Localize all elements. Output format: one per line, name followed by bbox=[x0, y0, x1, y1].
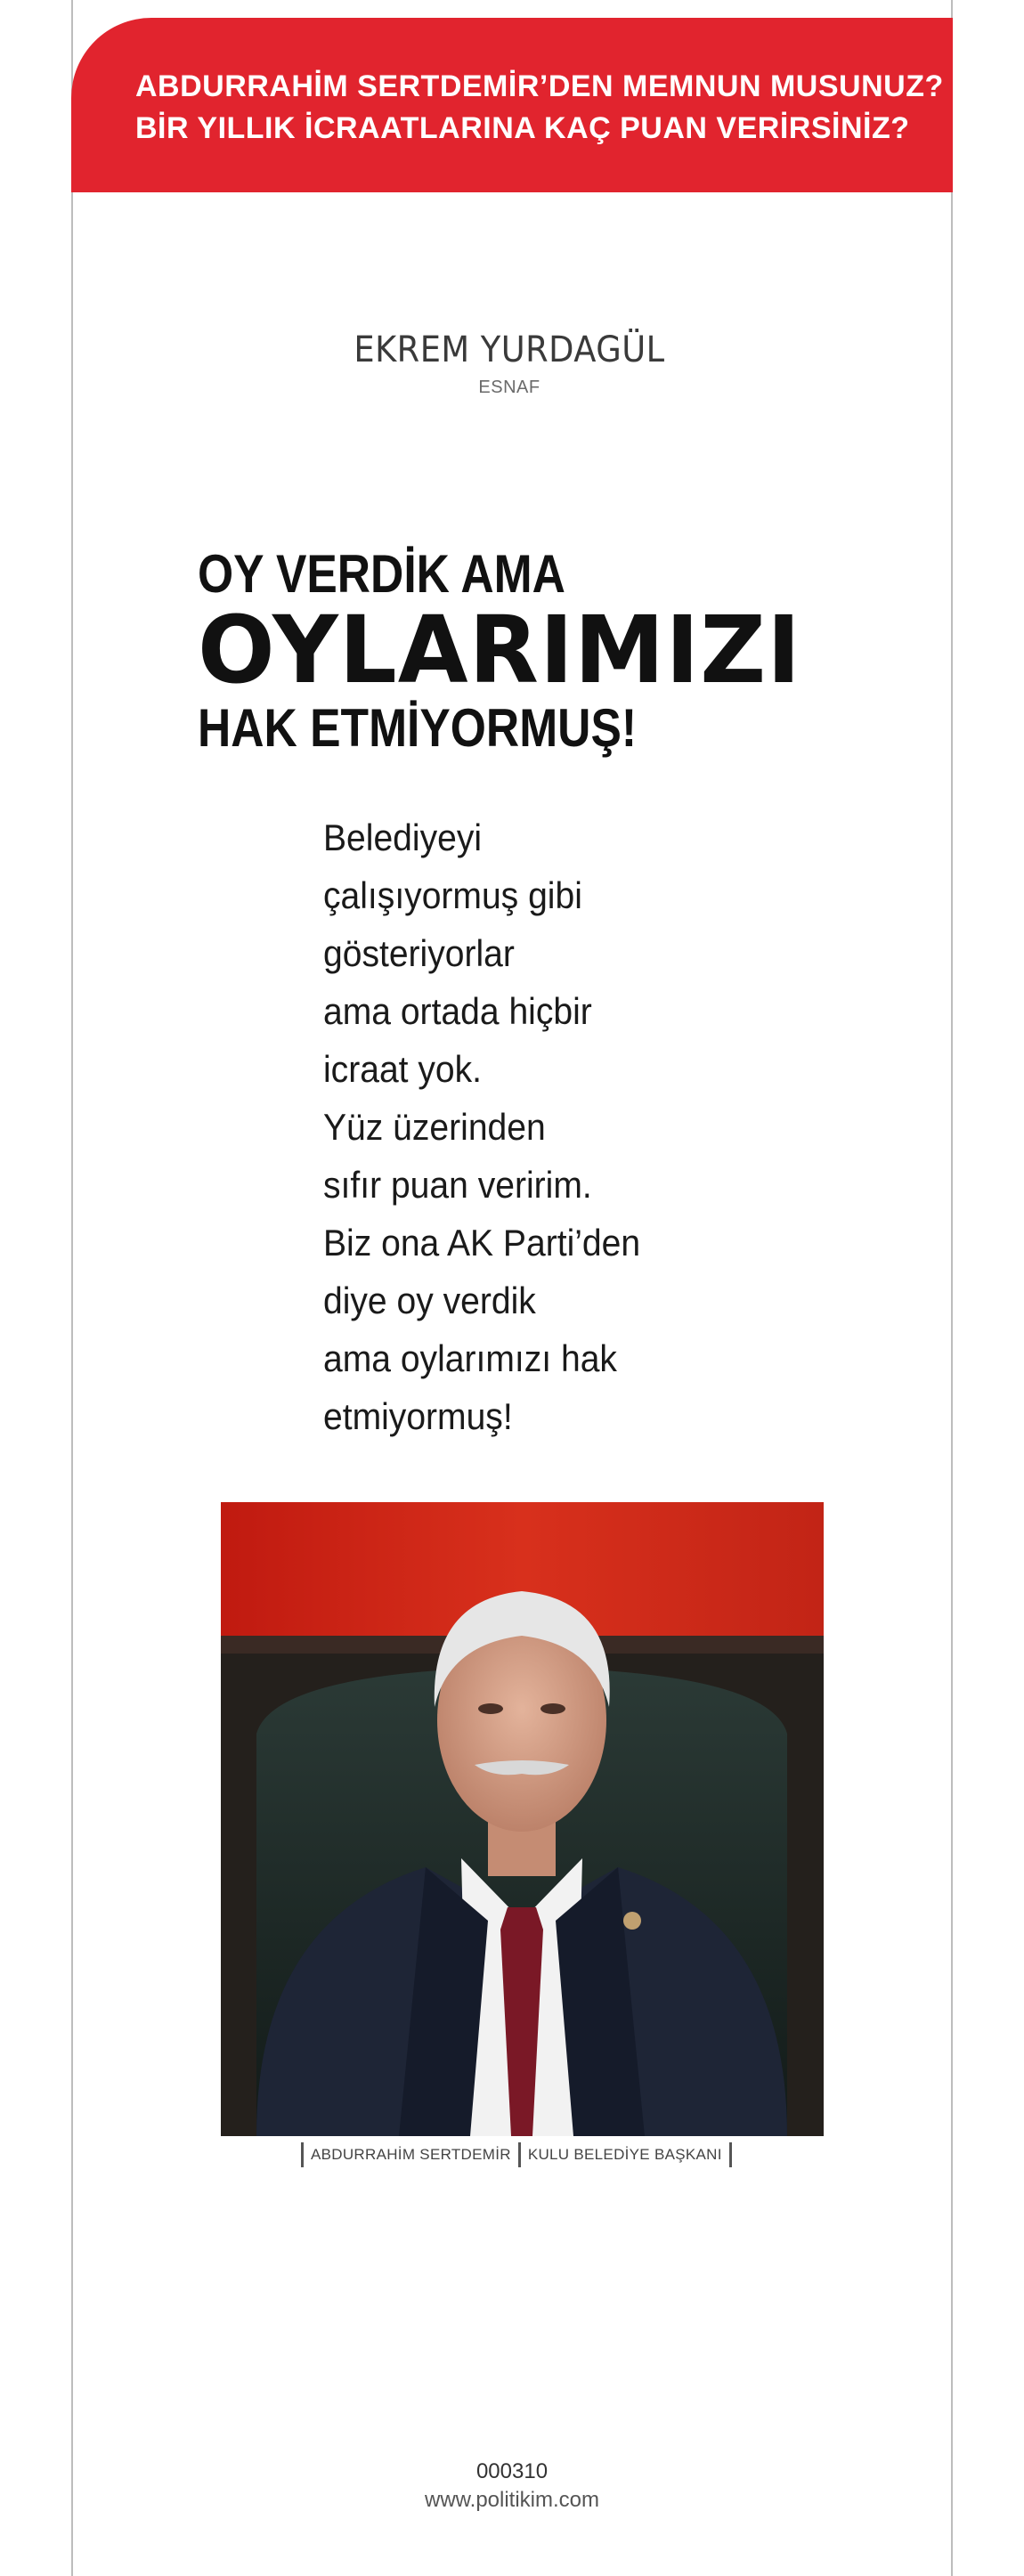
interviewee-name: EKREM YURDAGÜL bbox=[354, 329, 665, 370]
headline-line-1: OY VERDİK AMA bbox=[198, 544, 565, 604]
quote-line: Biz ona AK Parti’den bbox=[323, 1222, 641, 1264]
mayor-portrait-photo bbox=[221, 1502, 824, 2136]
header-question-line-2: BİR YILLIK İCRAATLARINA KAÇ PUAN VERİRSİNİZ? bbox=[135, 111, 910, 145]
headline-line-2: OYLARIMIZI bbox=[198, 596, 802, 704]
caption-divider bbox=[518, 2142, 521, 2167]
quote-line: gösteriyorlar bbox=[323, 932, 515, 974]
header-banner bbox=[71, 18, 953, 192]
quote-line: diye oy verdik bbox=[323, 1280, 536, 1321]
quote-line: sıfır puan veririm. bbox=[323, 1164, 592, 1206]
caption-title: KULU BELEDİYE BAŞKANI bbox=[527, 2146, 722, 2163]
header-question-line-1: ABDURRAHİM SERTDEMİR’DEN MEMNUN MUSUNUZ? bbox=[135, 69, 944, 103]
quote-line: ama ortada hiçbir bbox=[323, 990, 592, 1032]
caption-divider bbox=[301, 2142, 304, 2167]
interviewee-block bbox=[267, 329, 752, 398]
footer bbox=[356, 2458, 668, 2515]
website-url: www.politikim.com bbox=[424, 2488, 600, 2512]
quote-line: ama oylarımızı hak bbox=[323, 1337, 617, 1379]
page-code: 000310 bbox=[475, 2459, 549, 2483]
portrait-illustration bbox=[221, 1502, 824, 2136]
quote-line: Belediyeyi bbox=[323, 817, 483, 858]
caption-name: ABDURRAHİM SERTDEMİR bbox=[311, 2146, 511, 2163]
quote-line: etmiyormuş! bbox=[323, 1395, 513, 1437]
quote-line: Yüz üzerinden bbox=[323, 1106, 546, 1148]
caption-divider bbox=[729, 2142, 732, 2167]
headline-line-3: HAK ETMİYORMUŞ! bbox=[198, 698, 638, 758]
quote-line: icraat yok. bbox=[323, 1048, 483, 1090]
headline bbox=[198, 545, 814, 760]
quote-line: çalışıyormuş gibi bbox=[323, 874, 582, 916]
interviewee-role: ESNAF bbox=[478, 378, 540, 397]
photo-caption bbox=[301, 2139, 746, 2171]
quote-text bbox=[323, 809, 715, 1445]
